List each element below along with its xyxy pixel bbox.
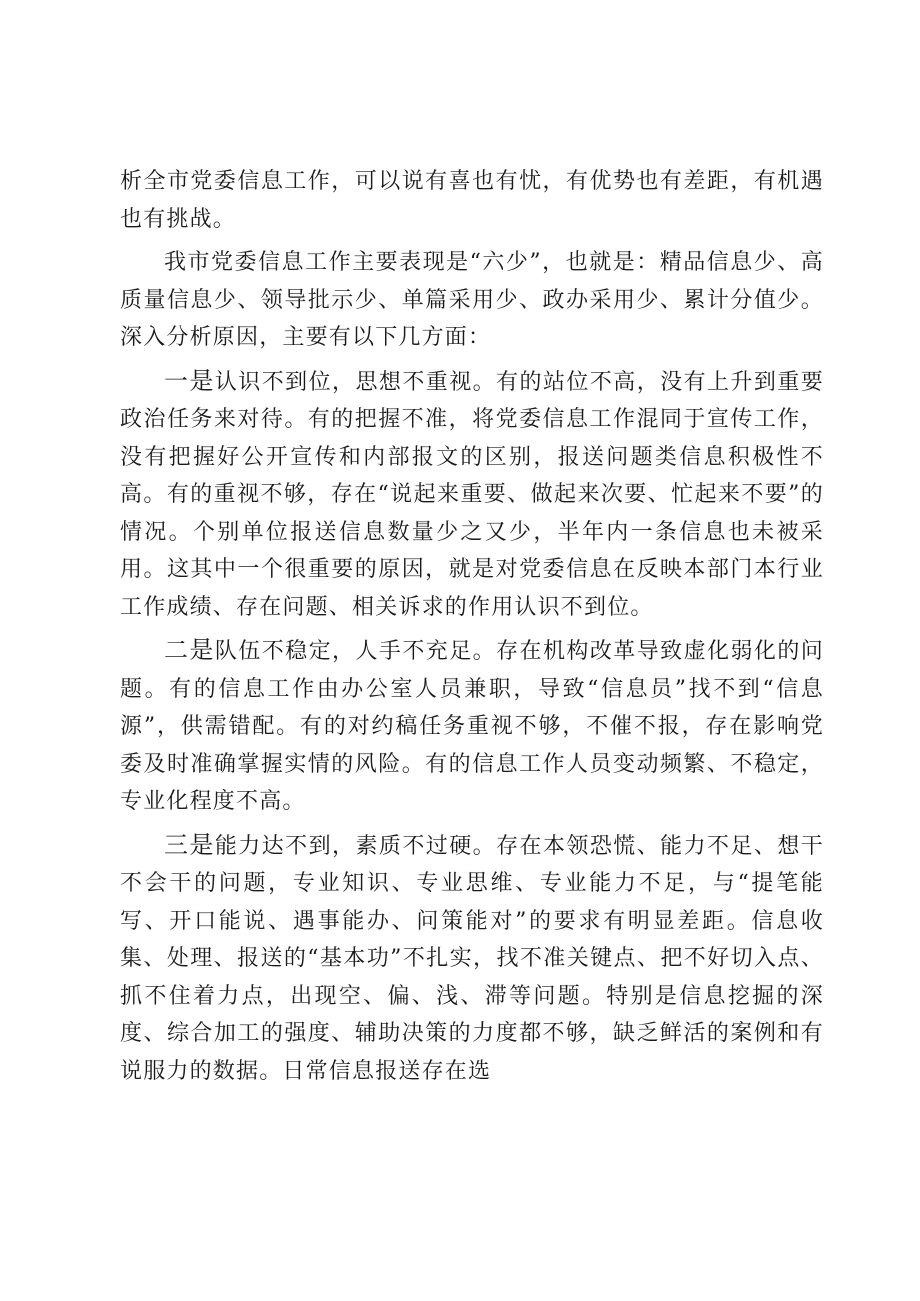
paragraph-text: 析全市党委信息工作，可以说有喜也有忧，有优势也有差距，有机遇也有挑战。 [120, 169, 824, 232]
paragraph-point-one [120, 363, 824, 627]
paragraph-text: 认识不到位，思想不重视。有的站位不高，没有上升到重要政治任务来对待。有的把握不准，将党委信息工作混同于宣传工作，没有把握好公开宣传和内部报文的区别，报送问题类信息积极性不高。有的重视不够，存在“说起来重要、做起来次要、忙起来不要”的情况。个别单位报送信息数量少之又少，半年内一条信息也未被采用。这其中一个很重要的原因，就是对党委信息在反映本部门本行业工作成绩、存在问题、相关诉求的作用认识不到位。 [120, 369, 824, 620]
document-body [120, 163, 824, 1090]
paragraph-text: 能力达不到，素质不过硬。存在本领恐慌、能力不足、想干不会干的问题，专业知识、专业思维、专业能力不足，与“提笔能写、开口能说、遇事能办、问策能对”的要求有明显差距。信息收集、处理、报送的“基本功”不扎实，找不准关键点、把不好切入点、抓不住着力点，出现空、偏、浅、滞等问题。特别是信息挖掘的深度、综合加工的强度、辅助决策的力度都不够，缺乏鲜活的案例和有说服力的数据。日常信息报送存在选 [120, 833, 824, 1084]
paragraph-text: 我市党委信息工作主要表现是“六少”，也就是：精品信息少、高质量信息少、领导批示少、单篇采用少、政办采用少、累计分值少。深入分析原因，主要有以下几方面： [120, 250, 824, 350]
paragraph-lead: 一是 [164, 366, 215, 395]
paragraph-lead: 三是 [164, 830, 215, 859]
paragraph-point-three [120, 827, 824, 1091]
paragraph-text: 队伍不稳定，人手不充足。存在机构改革导致虚化弱化的问题。有的信息工作由办公室人员兼职，导致“信息员”找不到“信息源”，供需错配。有的对约稿任务重视不够，不催不报，存在影响党委及时准确掌握实情的风险。有的信息工作人员变动频繁、不稳定，专业化程度不高。 [120, 639, 824, 814]
paragraph-summary [120, 244, 824, 357]
paragraph-continuation [120, 163, 824, 238]
paragraph-lead: 二是 [164, 636, 215, 664]
paragraph-point-two [120, 632, 824, 821]
